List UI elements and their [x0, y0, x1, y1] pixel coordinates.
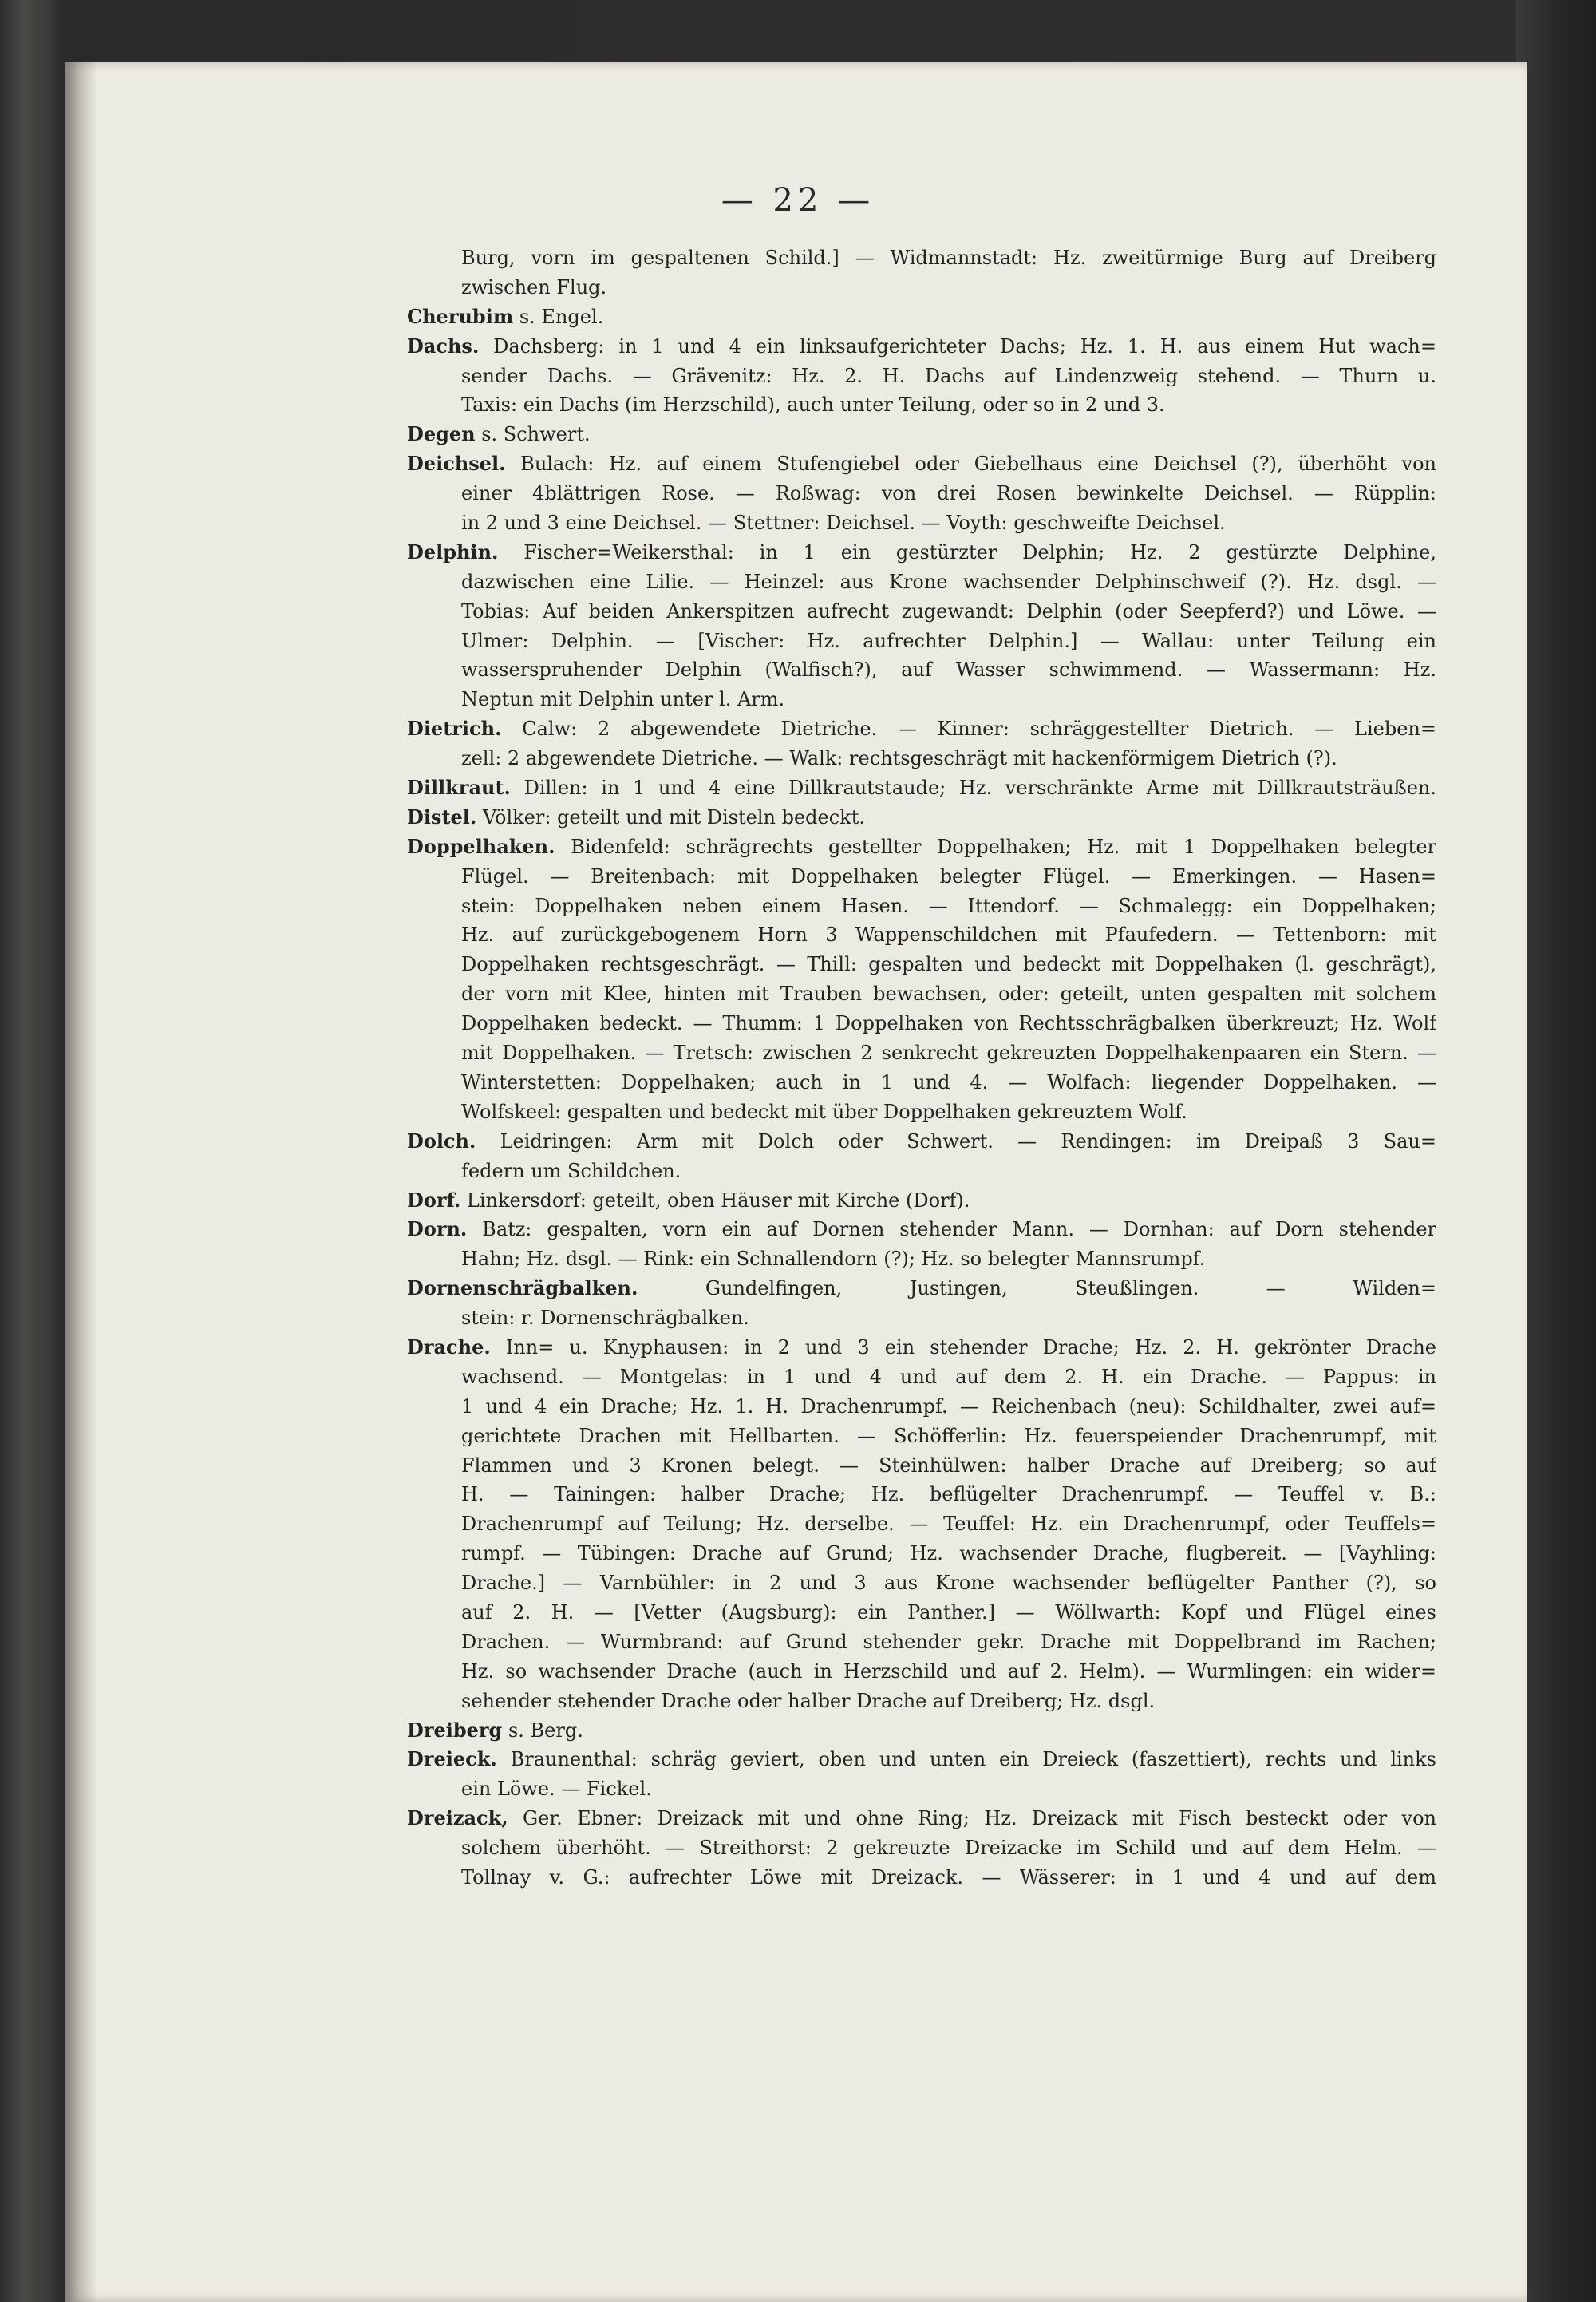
entry-headword: Drache. [407, 1335, 491, 1359]
entry-headword: Dreizack, [407, 1806, 508, 1830]
entry-text: Calw: 2 abgewendete Dietriche. — Kinner: schräggestellter Dietrich. — Lieben= [501, 718, 1436, 741]
text-line [407, 1687, 1436, 1716]
entry-text: Hahn; Hz. dsgl. — Rink: ein Schnallendorn (?); Hz. so belegter Mannsrumpf. [461, 1248, 1206, 1271]
entry-line [407, 449, 1436, 479]
entry-text: Ulmer: Delphin. — [Vischer: Hz. aufrechter Delphin.] — Wallau: unter Teilung ein [461, 629, 1436, 652]
entry-text: Bidenfeld: schrägrechts gestellter Doppelhaken; Hz. mit 1 Doppelhaken belegter [555, 835, 1436, 858]
entry-line [407, 1804, 1436, 1833]
entry-text: sender Dachs. — Grävenitz: Hz. 2. H. Dachs auf Lindenzweig stehend. — Thurn u. [461, 364, 1436, 387]
text-line [407, 1451, 1436, 1481]
entry-text: wasserspruhender Delphin (Walfisch?), auf Wasser schwimmend. — Wassermann: Hz. [461, 659, 1436, 682]
entry-text: Ger. Ebner: Dreizack mit und ohne Ring; Hz. Dreizack mit Fisch besteckt oder von [508, 1807, 1436, 1830]
entry-headword: Delphin. [407, 540, 499, 564]
text-line [407, 627, 1436, 656]
entry-text: Hz. so wachsender Drache (auch in Herzschild und auf 2. Helm). — Wurmlingen: ein wider= [461, 1659, 1436, 1683]
text-line [407, 1068, 1436, 1098]
entry-line [407, 773, 1436, 803]
entry-text: Hz. auf zurückgebogenem Horn 3 Wappenschildchen mit Pfaufedern. — Tettenborn: mit [461, 924, 1436, 947]
entry-text: in 2 und 3 eine Deichsel. — Stettner: Deichsel. — Voyth: geschweifte Deichsel. [461, 512, 1226, 535]
text-line [407, 1363, 1436, 1392]
entry-text: Flügel. — Breitenbach: mit Doppelhaken belegter Flügel. — Emerkingen. — Hasen= [461, 864, 1436, 888]
entry-text: Burg, vorn im gespaltenen Schild.] — Widmannstadt: Hz. zweitürmige Burg auf Dreiberg [461, 247, 1436, 269]
entry-headword: Deichsel. [407, 452, 506, 476]
entry-text: sehender stehender Drache oder halber Drache auf Dreiberg; Hz. dsgl. [461, 1689, 1156, 1712]
entry-text: Drache.] — Varnbühler: in 2 und 3 aus Krone wachsender beflügelter Panther (?), so [461, 1572, 1436, 1595]
entry-text: 1 und 4 ein Drache; Hz. 1. H. Drachenrumpf. — Reichenbach (neu): Schildhalter, zwei auf= [461, 1394, 1436, 1418]
text-line [407, 655, 1436, 685]
entry-line [407, 538, 1436, 568]
entry-text: Taxis: ein Dachs (im Herzschild), auch unter Teilung, oder so in 2 und 3. [461, 394, 1165, 417]
text-line [407, 920, 1436, 950]
text-line [407, 479, 1436, 508]
entry-text: der vorn mit Klee, hinten mit Trauben bewachsen, oder: geteilt, unten gespalten mit solchem [461, 983, 1436, 1006]
entry-headword: Dreiberg [407, 1718, 503, 1742]
entry-text: wachsend. — Montgelas: in 1 und 4 und auf dem 2. H. ein Drache. — Pappus: in [461, 1365, 1436, 1388]
entry-text: gerichtete Drachen mit Hellbarten. — Schöfferlin: Hz. feuerspeiender Drachenrumpf, mit [461, 1424, 1436, 1447]
entry-text: auf 2. H. — [Vetter (Augsburg): ein Panther.] — Wöllwarth: Kopf und Flügel eines [461, 1600, 1436, 1624]
text-line [407, 568, 1436, 597]
entry-text: dazwischen eine Lilie. — Heinzel: aus Krone wachsender Delphinschweif (?). Hz. dsgl. — [461, 570, 1436, 593]
entry-text: zwischen Flug. [461, 275, 607, 299]
entry-text: Neptun mit Delphin unter l. Arm. [461, 688, 785, 711]
text-line [407, 1568, 1436, 1598]
text-line [407, 1480, 1436, 1509]
entry-text: s. Schwert. [475, 423, 591, 446]
entry-text: Tollnay v. G.: aufrechter Löwe mit Dreizack. — Wässerer: in 1 und 4 und auf dem [461, 1865, 1436, 1889]
entry-line [407, 420, 1436, 449]
entry-headword: Dorf. [407, 1188, 461, 1212]
entry-text: einer 4blättrigen Rose. — Roßwag: von drei Rosen bewinkelte Deichsel. — Rüpplin: [461, 482, 1436, 505]
text-line [407, 1863, 1436, 1893]
entry-text: Drachen. — Wurmbrand: auf Grund stehender gekr. Drache mit Doppelbrand im Rachen; [461, 1630, 1436, 1653]
entry-text: s. Engel. [513, 305, 604, 328]
text-line [407, 1657, 1436, 1687]
text-line [407, 508, 1436, 538]
entry-headword: Dillkraut. [407, 776, 511, 800]
entry-text: Doppelhaken rechtsgeschrägt. — Thill: gespalten und bedeckt mit Doppelhaken (l. geschrägt), [461, 953, 1436, 976]
entry-line [407, 332, 1436, 362]
entry-text: Flammen und 3 Kronen belegt. — Steinhülwen: halber Drache auf Dreiberg; so auf [461, 1454, 1436, 1477]
entry-headword: Cherubim [407, 304, 514, 328]
text-line [407, 1157, 1436, 1186]
entry-headword: Dolch. [407, 1129, 476, 1153]
text-line [407, 1833, 1436, 1863]
text-line [407, 362, 1436, 391]
entry-line [407, 714, 1436, 744]
entry-headword: Dornenschrägbalken. [407, 1276, 638, 1300]
page-gutter-shadow [65, 62, 97, 2302]
entry-text: Gundelfingen, Justingen, Steußlingen. — Wilden= [638, 1277, 1436, 1300]
entry-text: stein: r. Dornenschrägbalken. [461, 1307, 749, 1330]
text-line [407, 1422, 1436, 1451]
entry-text: Fischer=Weikersthal: in 1 ein gestürzter Delphin; Hz. 2 gestürzte Delphine, [498, 540, 1436, 564]
entry-text: Braunenthal: schräg geviert, oben und unten ein Dreieck (faszettiert), rechts und links [496, 1748, 1436, 1771]
text-line [407, 1038, 1436, 1068]
entry-text: Linkersdorf: geteilt, oben Häuser mit Kirche (Dorf). [460, 1189, 970, 1212]
text-line [407, 892, 1436, 921]
entry-headword: Dietrich. [407, 717, 502, 741]
entry-line [407, 1745, 1436, 1774]
text-line [407, 744, 1436, 773]
entry-text: Inn= u. Knyphausen: in 2 und 3 ein stehender Drache; Hz. 2. H. gekrönter Drache [490, 1335, 1436, 1359]
entry-headword: Dreieck. [407, 1747, 497, 1771]
entry-text: s. Berg. [502, 1719, 583, 1742]
entry-line [407, 803, 1436, 833]
entry-line [407, 1186, 1436, 1216]
text-line [407, 979, 1436, 1009]
text-line [407, 1598, 1436, 1628]
text-line [407, 950, 1436, 979]
entry-line [407, 303, 1436, 332]
entry-text: federn um Schildchen. [461, 1159, 681, 1182]
text-line [407, 1628, 1436, 1657]
entry-line [407, 1215, 1436, 1244]
entry-headword: Doppelhaken. [407, 834, 555, 858]
entry-text: Bulach: Hz. auf einem Stufengiebel oder Giebelhaus eine Deichsel (?), überhöht von [505, 453, 1436, 476]
text-line [407, 1539, 1436, 1568]
entry-text: Leidringen: Arm mit Dolch oder Schwert. — Rendingen: im Dreipaß 3 Sau= [476, 1129, 1436, 1153]
entry-text: Dachsberg: in 1 und 4 ein linksaufgerichteter Dachs; Hz. 1. H. aus einem Hut wach= [479, 334, 1436, 358]
entry-text: Batz: gespalten, vorn ein auf Dornen stehender Mann. — Dornhan: auf Dorn stehender [467, 1218, 1436, 1241]
entry-line [407, 1127, 1436, 1157]
entry-text: mit Doppelhaken. — Tretsch: zwischen 2 senkrecht gekreuzten Doppelhakenpaaren ein Stern. — [461, 1042, 1436, 1065]
entry-line [407, 833, 1436, 862]
text-line [407, 1774, 1436, 1804]
text-line [407, 1392, 1436, 1422]
text-line [407, 685, 1436, 714]
entry-text: Winterstetten: Doppelhaken; auch in 1 und 4. — Wolfach: liegender Doppelhaken. — [461, 1070, 1436, 1094]
text-line [407, 1303, 1436, 1333]
text-line [407, 1009, 1436, 1038]
entry-text: solchem überhöht. — Streithorst: 2 gekreuzte Dreizacke im Schild und auf dem Helm. — [461, 1837, 1436, 1860]
entry-text: rumpf. — Tübingen: Drache auf Grund; Hz. wachsender Drache, flugbereit. — [Vayhling: [461, 1542, 1436, 1565]
text-line [407, 597, 1436, 627]
text-line [407, 1244, 1436, 1274]
entry-line [407, 1716, 1436, 1746]
entry-text: H. — Tainingen: halber Drache; Hz. beflügelter Drachenrumpf. — Teuffel v. B.: [461, 1483, 1436, 1506]
text-line [407, 862, 1436, 892]
entry-text: Völker: geteilt und mit Disteln bedeckt. [476, 805, 865, 829]
entry-line [407, 1274, 1436, 1303]
page-number: — 22 — [721, 182, 875, 219]
entry-headword: Degen [407, 422, 476, 446]
text-line [407, 1509, 1436, 1539]
text-line [407, 390, 1436, 420]
text-line [407, 1098, 1436, 1127]
entry-text: zell: 2 abgewendete Dietriche. — Walk: rechtsgeschrägt mit hackenförmigem Dietrich (?). [461, 747, 1337, 770]
entry-text: Wolfskeel: gespalten und bedeckt mit über Doppelhaken gekreuztem Wolf. [461, 1100, 1187, 1123]
entry-text: Drachenrumpf auf Teilung; Hz. derselbe. — Teuffel: Hz. ein Drachenrumpf, oder Teuffels= [461, 1513, 1436, 1536]
entry-text: stein: Doppelhaken neben einem Hasen. — Ittendorf. — Schmalegg: ein Doppelhaken; [461, 894, 1436, 917]
entry-line [407, 1333, 1436, 1363]
text-line [407, 273, 1436, 303]
entry-text: Tobias: Auf beiden Ankerspitzen aufrecht zugewandt: Delphin (oder Seepferd?) und Löwe. — [461, 599, 1436, 623]
entry-headword: Dachs. [407, 334, 480, 358]
book-cover-edge [1516, 0, 1596, 2302]
entry-headword: Dorn. [407, 1217, 468, 1241]
entry-headword: Distel. [407, 805, 477, 829]
entry-text: Doppelhaken bedeckt. — Thumm: 1 Doppelhaken von Rechtsschrägbalken überkreuzt; Hz. Wolf [461, 1012, 1436, 1035]
entry-text: Dillen: in 1 und 4 eine Dillkrautstaude; Hz. verschränkte Arme mit Dillkrautsträußen. [510, 777, 1436, 800]
page-text [407, 243, 1436, 1893]
text-line [407, 243, 1436, 273]
entry-text: ein Löwe. — Fickel. [461, 1778, 652, 1801]
